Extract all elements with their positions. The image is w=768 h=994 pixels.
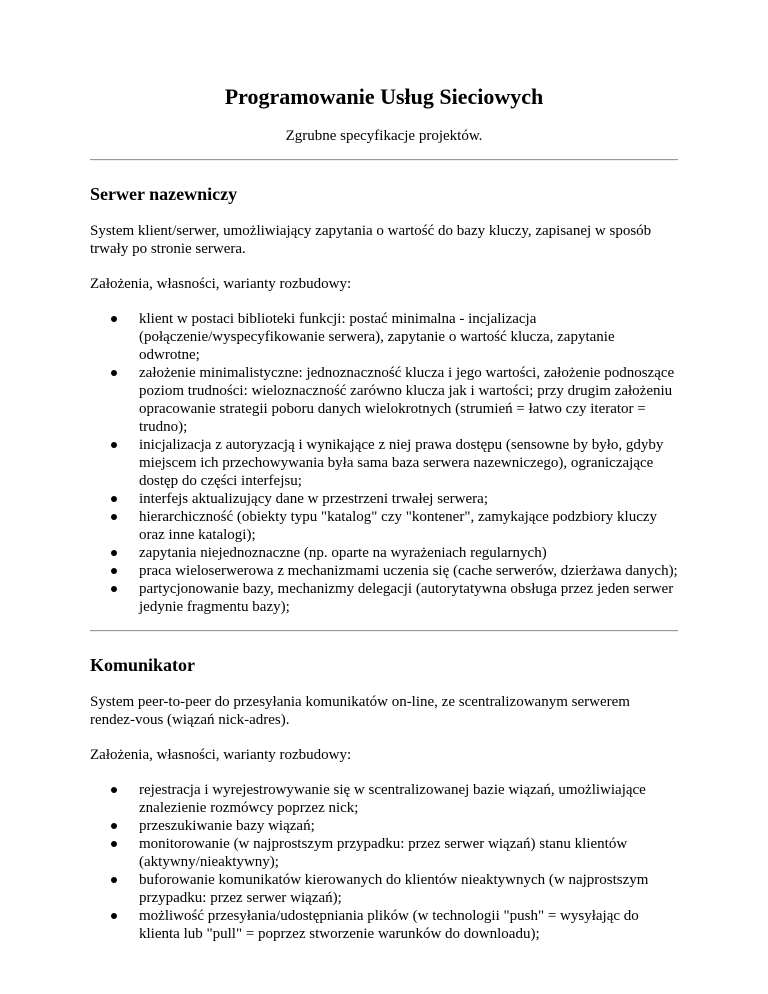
list-item: rejestracja i wyrejestrowywanie się w scentralizowanej bazie wiązań, umożliwiające znalezienie rozmówcy poprzez nick; [139,781,678,817]
list-item: buforowanie komunikatów kierowanych do klientów nieaktywnych (w najprostszym przypadku: przez serwer wiązań); [139,871,678,907]
divider [90,159,678,161]
bullet-icon [111,550,117,556]
bullet-icon [111,823,117,829]
bullet-icon [111,586,117,592]
page-subtitle: Zgrubne specyfikacje projektów. [285,128,483,144]
list-item: przeszukiwanie bazy wiązań; [139,817,678,835]
list-item: możliwość przesyłania/udostępniania plików (w technologii "push" = wysyłając do klienta lub "pull" = poprzez stworzenie warunków do downloadu); [139,907,678,943]
page-title: Programowanie Usług Sieciowych [224,84,544,109]
bullet-icon [111,370,117,376]
section-heading-serwer-nazewniczy: Serwer nazewniczy [90,184,238,204]
section-description: System klient/serwer, umożliwiający zapytania o wartość do bazy kluczy, zapisanej w sposób trwały po stronie serwera. [90,223,652,257]
list-item: założenie minimalistyczne: jednoznaczność klucza i jego wartości, założenie podnoszące poziom trudności: wieloznaczność zarówno klucza jak i wartości; przy drugim założeniu opracowanie strategii poboru danych wielokrotnych (strumień = łatwo czy iterator = trudno); [139,364,678,436]
bullet-icon [111,442,117,448]
list-item: monitorowanie (w najprostszym przypadku: przez serwer wiązań) stanu klientów (aktywny/nieaktywny); [139,835,678,871]
feature-list [90,310,678,616]
list-intro: Założenia, własności, warianty rozbudowy: [90,276,352,292]
list-intro: Założenia, własności, warianty rozbudowy: [90,747,352,763]
list-item: inicjalizacja z autoryzacją i wynikające z niej prawa dostępu (sensowne by było, gdyby miejscem ich przechowywania była sama baza serwera nazewniczego), ograniczające dostęp do części interfejsu; [139,436,678,490]
bullet-icon [111,841,117,847]
bullet-icon [111,568,117,574]
list-item: zapytania niejednoznaczne (np. oparte na wyrażeniach regularnych) [139,544,678,562]
bullet-icon [111,316,117,322]
bullet-icon [111,787,117,793]
bullet-icon [111,514,117,520]
list-item: interfejs aktualizujący dane w przestrzeni trwałej serwera; [139,490,678,508]
divider [90,630,678,632]
list-item: praca wieloserwerowa z mechanizmami uczenia się (cache serwerów, dzierżawa danych); [139,562,678,580]
list-item: partycjonowanie bazy, mechanizmy delegacji (autorytatywna obsługa przez jeden serwer jedynie fragmentu bazy); [139,580,678,616]
list-item: klient w postaci biblioteki funkcji: postać minimalna - incjalizacja (połączenie/wyspecyfikowanie serwera), zapytanie o wartość klucza, zapytanie odwrotne; [139,310,678,364]
feature-list [90,781,678,943]
section-heading-komunikator: Komunikator [90,655,196,675]
section-description: System peer-to-peer do przesyłania komunikatów on-line, ze scentralizowanym serwerem rendez-vous (wiązań nick-adres). [90,694,630,728]
bullet-icon [111,913,117,919]
bullet-icon [111,877,117,883]
bullet-icon [111,496,117,502]
list-item: hierarchiczność (obiekty typu "katalog" czy "kontener", zamykające podzbiory kluczy oraz inne katalogi); [139,508,678,544]
